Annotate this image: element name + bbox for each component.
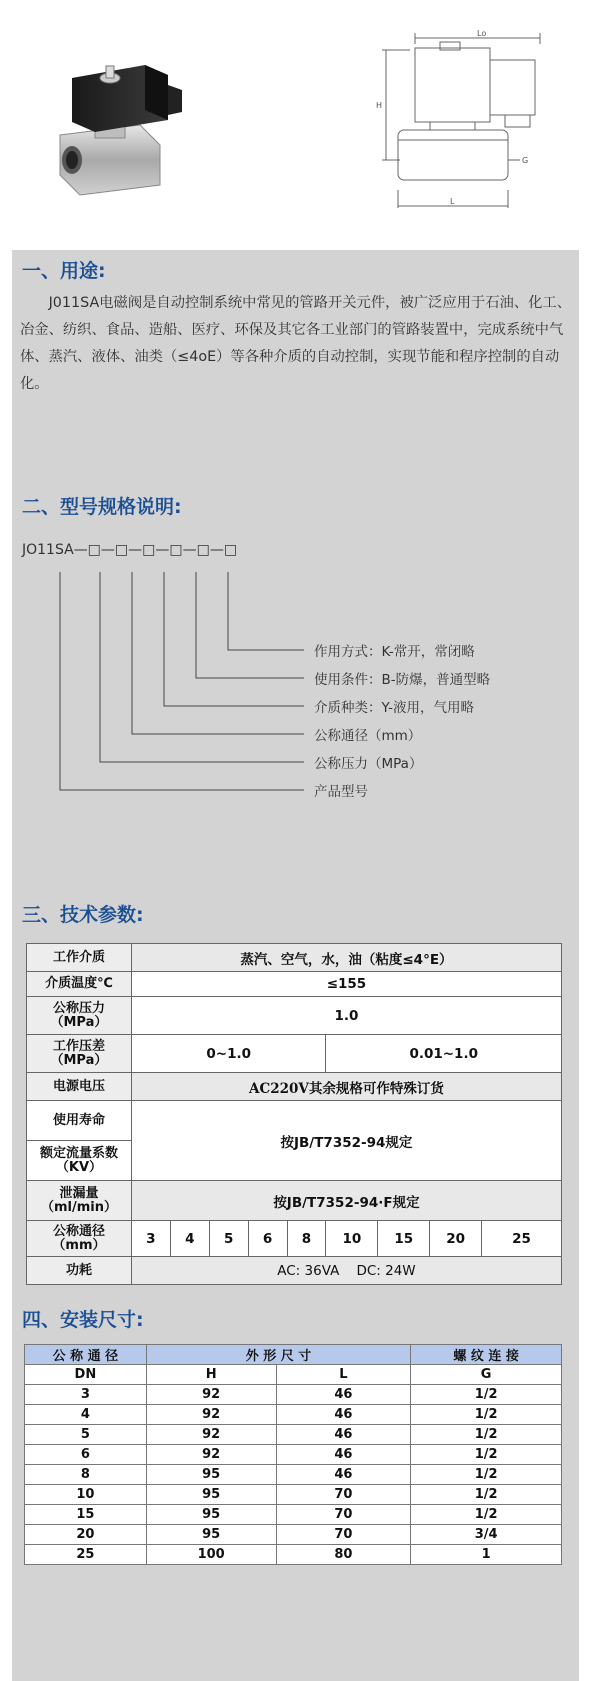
cell-dn: 6 (25, 1445, 147, 1465)
dn-label (27, 1221, 132, 1257)
dn-cell: 6 (248, 1221, 287, 1257)
leak-label-line1: 泄漏量 (59, 1185, 99, 1201)
label-lo: Lo (477, 29, 487, 38)
dn-cell: 15 (378, 1221, 430, 1257)
hdr-dn-sub: DN (25, 1365, 147, 1385)
row-temp (27, 972, 562, 997)
legend-item-pressure: 公称压力（MPa） (314, 756, 423, 772)
cell-h: 100 (146, 1545, 276, 1565)
legend-item-diameter: 公称通径（mm） (314, 728, 422, 744)
cell-h: 92 (146, 1445, 276, 1465)
cell-l: 46 (276, 1385, 411, 1405)
cell-h: 92 (146, 1385, 276, 1405)
cell-g: 1/2 (411, 1505, 562, 1525)
cell-g: 3/4 (411, 1525, 562, 1545)
dn-cell: 25 (482, 1221, 562, 1257)
dn-cell: 3 (131, 1221, 170, 1257)
kv-label-line2: （KV） (55, 1159, 103, 1175)
table-row (25, 1425, 562, 1445)
label-h: H (376, 101, 383, 110)
cell-g: 1/2 (411, 1445, 562, 1465)
tech-params-table (26, 943, 562, 1285)
dims-header-row-2 (25, 1365, 562, 1385)
dn-cell: 5 (209, 1221, 248, 1257)
cell-g: 1 (411, 1545, 562, 1565)
row-dn (27, 1221, 562, 1257)
table-row (25, 1545, 562, 1565)
life-kv-value: 按JB/T7352-94规定 (131, 1101, 561, 1181)
legend-item-action: 作用方式：K-常开，常闭略 (314, 644, 475, 660)
cell-l: 46 (276, 1405, 411, 1425)
pressure-label (27, 997, 132, 1035)
legend-item-condition: 使用条件：B-防爆，普通型略 (314, 672, 491, 688)
cell-g: 1/2 (411, 1385, 562, 1405)
diff-value-2: 0.01~1.0 (326, 1035, 562, 1073)
voltage-label: 电源电压 (27, 1073, 132, 1101)
diff-label-line2: （MPa） (50, 1052, 108, 1068)
cell-l: 70 (276, 1485, 411, 1505)
dn-label-line1: 公称通径 (52, 1223, 105, 1239)
pressure-value: 1.0 (131, 997, 561, 1035)
pressure-label-line2: （MPa） (50, 1014, 108, 1030)
dn-cell: 20 (430, 1221, 482, 1257)
section-title-tech: 三、技术参数: (22, 904, 144, 926)
usage-text: J011SA电磁阀是自动控制系统中常见的管路开关元件，被广泛应用于石油、化工、冶金、纺织、食品、造船、医疗、环保及其它各工业部门的管路装置中，完成系统中气体、蒸汽、液体、油类（≤4oE）等各种介质的自动控制，实现节能和程序控制的自动化。 (20, 295, 572, 392)
label-g: G (522, 156, 529, 165)
cell-g: 1/2 (411, 1485, 562, 1505)
temp-value: ≤155 (131, 972, 561, 997)
hdr-dims: 外 形 尺 寸 (146, 1345, 411, 1365)
legend-item-medium: 介质种类：Y-液用，气用略 (314, 700, 475, 716)
row-diff (27, 1035, 562, 1073)
leak-label (27, 1181, 132, 1221)
content-panel (12, 250, 579, 1681)
valve-photo (50, 40, 185, 200)
model-code: JO11SA—□—□—□—□—□—□ (22, 542, 238, 558)
power-value: AC: 36VA DC: 24W (131, 1257, 561, 1285)
cell-h: 95 (146, 1485, 276, 1505)
dims-header-row-1 (25, 1345, 562, 1365)
cell-h: 92 (146, 1425, 276, 1445)
cell-h: 95 (146, 1525, 276, 1545)
cell-l: 46 (276, 1445, 411, 1465)
row-voltage (27, 1073, 562, 1101)
cell-h: 95 (146, 1465, 276, 1485)
diff-label-line1: 工作压差 (52, 1038, 105, 1054)
cell-l: 80 (276, 1545, 411, 1565)
dims-body (25, 1385, 562, 1565)
cell-g: 1/2 (411, 1425, 562, 1445)
cell-dn: 10 (25, 1485, 147, 1505)
hdr-g: G (411, 1365, 562, 1385)
cell-dn: 15 (25, 1505, 147, 1525)
cell-g: 1/2 (411, 1465, 562, 1485)
model-diagram-lines (12, 250, 579, 810)
cell-h: 92 (146, 1405, 276, 1425)
cell-dn: 4 (25, 1405, 147, 1425)
label-l: L (450, 197, 455, 206)
dn-cell: 10 (326, 1221, 378, 1257)
cell-dn: 20 (25, 1525, 147, 1545)
row-pressure (27, 997, 562, 1035)
section-title-install: 四、安装尺寸: (22, 1309, 144, 1331)
table-row (25, 1405, 562, 1425)
dn-cell: 8 (287, 1221, 326, 1257)
legend-item-product: 产品型号 (314, 784, 368, 800)
cell-dn: 3 (25, 1385, 147, 1405)
hdr-h: H (146, 1365, 276, 1385)
kv-label-line1: 额定流量系数 (39, 1145, 118, 1161)
table-row (25, 1385, 562, 1405)
diff-label (27, 1035, 132, 1073)
section-title-usage: 一、用途: (22, 260, 106, 282)
power-label: 功耗 (27, 1257, 132, 1285)
cell-dn: 5 (25, 1425, 147, 1445)
dn-cell: 4 (170, 1221, 209, 1257)
install-dims-table (24, 1344, 562, 1565)
temp-label: 介质温度℃ (27, 972, 132, 997)
voltage-value: AC220V其余规格可作特殊订货 (131, 1073, 561, 1101)
cell-dn: 25 (25, 1545, 147, 1565)
leak-label-line2: （ml/min） (40, 1199, 117, 1215)
hdr-thread: 螺 纹 连 接 (411, 1345, 562, 1365)
cell-dn: 8 (25, 1465, 147, 1485)
header-area (0, 0, 591, 250)
hdr-l: L (276, 1365, 411, 1385)
table-row (25, 1525, 562, 1545)
cell-l: 70 (276, 1505, 411, 1525)
pressure-label-line1: 公称压力 (52, 1000, 105, 1016)
medium-value: 蒸汽、空气，水，油（粘度≤4°E） (131, 944, 561, 972)
hdr-dn: 公 称 通 径 (25, 1345, 147, 1365)
medium-label: 工作介质 (27, 944, 132, 972)
cell-l: 46 (276, 1425, 411, 1445)
cell-l: 46 (276, 1465, 411, 1485)
table-row (25, 1485, 562, 1505)
cell-h: 95 (146, 1505, 276, 1525)
diff-value-1: 0~1.0 (131, 1035, 326, 1073)
leak-value: 按JB/T7352-94·F规定 (131, 1181, 561, 1221)
row-medium (27, 944, 562, 972)
cell-g: 1/2 (411, 1405, 562, 1425)
row-leak (27, 1181, 562, 1221)
table-row (25, 1505, 562, 1525)
table-row (25, 1465, 562, 1485)
section-title-model: 二、型号规格说明: (22, 496, 182, 518)
cell-l: 70 (276, 1525, 411, 1545)
dimension-drawing (376, 29, 590, 225)
row-life (27, 1101, 562, 1141)
kv-label (27, 1141, 132, 1181)
row-power (27, 1257, 562, 1285)
dn-label-line2: （mm） (52, 1237, 106, 1253)
table-row (25, 1445, 562, 1465)
life-label: 使用寿命 (27, 1101, 132, 1141)
